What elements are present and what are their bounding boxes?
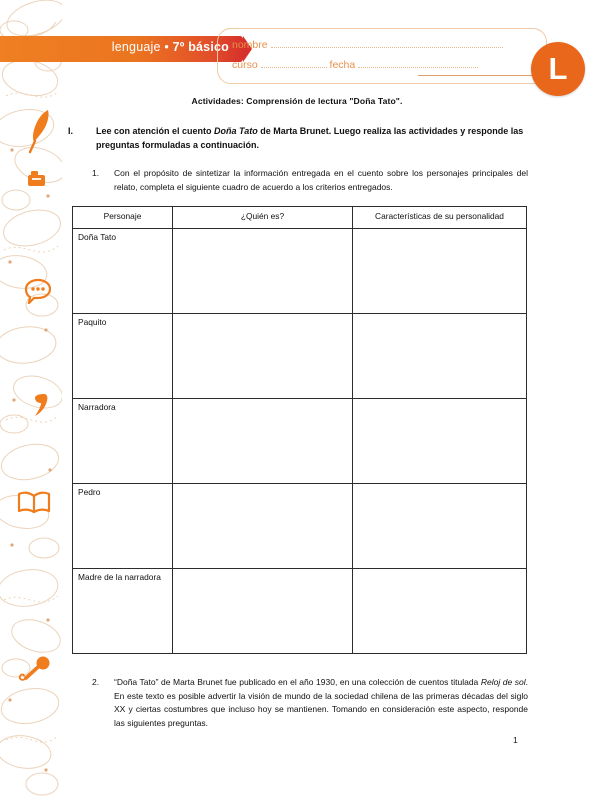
- task-2-collection-title: Reloj de sol: [480, 676, 526, 687]
- row-quien-es-cell[interactable]: [173, 568, 353, 653]
- comma-icon: [32, 392, 48, 423]
- name-field-label: nombre: [232, 39, 268, 51]
- column-header-caracteristicas: Características de su personalidad: [353, 207, 527, 228]
- table-row: [73, 568, 527, 653]
- page-header: [0, 28, 600, 86]
- course-field-label: curso: [232, 59, 258, 71]
- quill-pen-icon: [28, 108, 52, 159]
- subject-level: 7º básico: [172, 40, 229, 54]
- page-number: 1: [513, 735, 518, 745]
- table-row: [73, 483, 527, 568]
- row-character-name: Paquito: [73, 313, 173, 398]
- task-2: [66, 676, 528, 731]
- row-quien-es-cell[interactable]: [173, 313, 353, 398]
- row-quien-es-cell[interactable]: [173, 228, 353, 313]
- subject-name: lenguaje: [111, 40, 161, 54]
- document-content: [66, 90, 528, 731]
- row-caracteristicas-cell[interactable]: [353, 228, 527, 313]
- instruction-text-after: de Marta Brunet. Luego realiza las actividades y responde las preguntas formuladas a continuación.: [96, 126, 524, 150]
- table-row: [73, 228, 527, 313]
- subject-bar-label: [112, 40, 229, 54]
- open-book-icon: [16, 490, 52, 521]
- task-2-text-part1: “Doña Tato” de Marta Brunet fue publicado en el año 1930, en una colección de cuentos titulada: [114, 676, 481, 687]
- row-caracteristicas-cell[interactable]: [353, 568, 527, 653]
- date-field-input[interactable]: [358, 58, 478, 68]
- column-header-quien-es: ¿Quién es?: [173, 207, 353, 228]
- table-row: [73, 398, 527, 483]
- speech-bubble-icon: [24, 278, 52, 309]
- instruction-work-title: Doña Tato: [214, 126, 258, 136]
- row-character-name: Madre de la narradora: [73, 568, 173, 653]
- character-table: [72, 206, 527, 653]
- task-1-text: Con el propósito de sintetizar la información entregada en el cuento sobre los personajes principales del relato, completa el siguiente cuadro de acuerdo a los criterios entregados.: [114, 167, 528, 192]
- task-2-text-part2: . En este texto es posible advertir la visión de mundo de la sociedad chilena de las primeras décadas del siglo XX y ciertas costumbres que incluso hoy se mantienen. Tomando en consideración este aspecto, responde las siguientes preguntas.: [114, 676, 529, 729]
- row-quien-es-cell[interactable]: [173, 398, 353, 483]
- instruction-marker: I.: [68, 126, 74, 136]
- subject-badge: [531, 42, 585, 96]
- date-field-label: fecha: [329, 59, 356, 71]
- task-2-number: 2.: [92, 676, 100, 687]
- instruction-text-before: Lee con atención el cuento: [96, 126, 215, 136]
- page-title: Actividades: Comprensión de lectura "Doña Tato".: [191, 96, 403, 106]
- name-field-row[interactable]: [232, 38, 503, 51]
- subject-badge-letter: L: [548, 51, 568, 86]
- row-caracteristicas-cell[interactable]: [353, 313, 527, 398]
- column-header-personaje: Personaje: [73, 207, 173, 228]
- subject-separator: •: [164, 40, 169, 54]
- task-1: [66, 167, 528, 195]
- row-character-name: Doña Tato: [73, 228, 173, 313]
- subject-bar: [0, 36, 243, 62]
- row-quien-es-cell[interactable]: [173, 483, 353, 568]
- course-date-field-row[interactable]: [232, 58, 478, 71]
- row-caracteristicas-cell[interactable]: [353, 398, 527, 483]
- inkwell-icon: [26, 168, 48, 193]
- course-field-input[interactable]: [261, 58, 327, 68]
- table-header-row: [73, 207, 527, 228]
- row-caracteristicas-cell[interactable]: [353, 483, 527, 568]
- table-row: [73, 313, 527, 398]
- instruction-block: [66, 125, 528, 153]
- name-field-input[interactable]: [271, 38, 503, 48]
- row-character-name: Pedro: [73, 483, 173, 568]
- microphone-icon: [18, 655, 52, 688]
- task-1-number: 1.: [92, 167, 100, 178]
- row-character-name: Narradora: [73, 398, 173, 483]
